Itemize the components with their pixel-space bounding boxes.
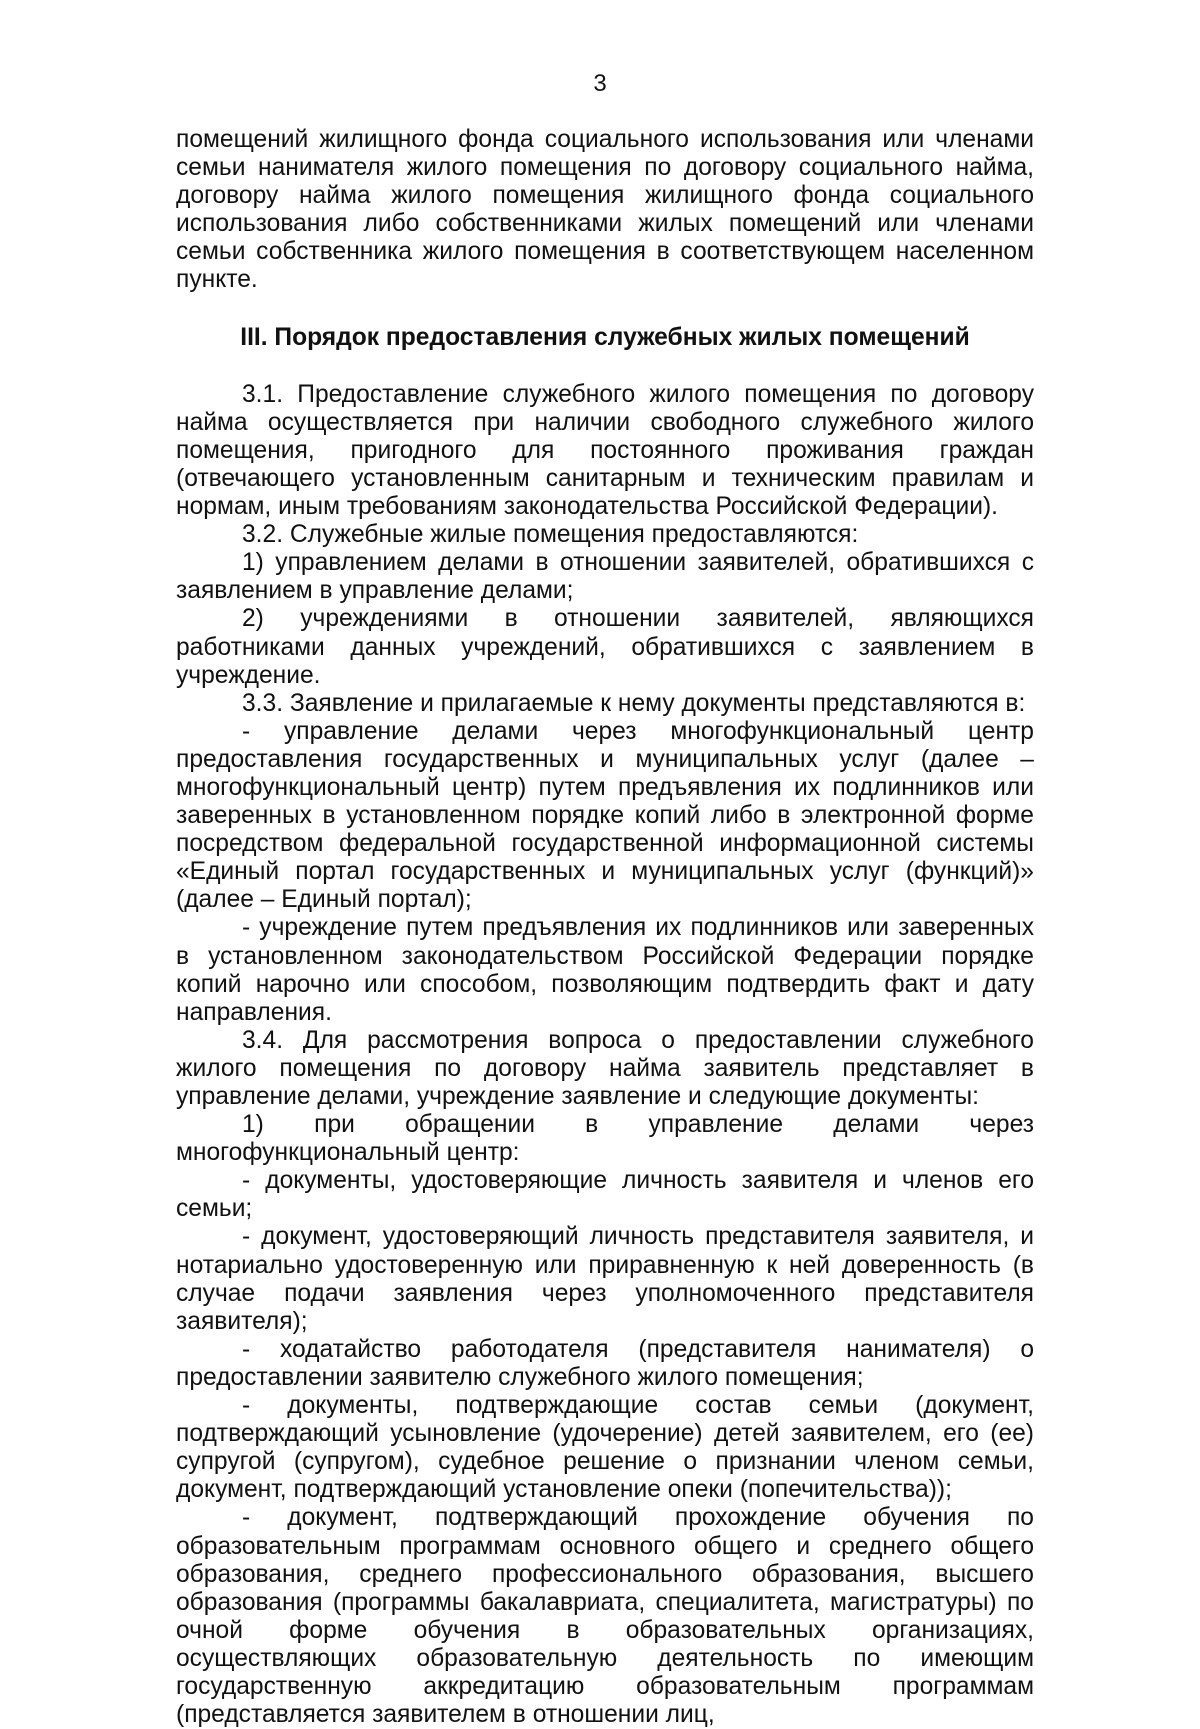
list-item-education-document: - документ, подтверждающий прохождение обучения по образовательным программам основного общего и среднего общего образования, среднего профессионального образования, высшего образования (программы бакалавриата, специалитета, магистратуры) по очной форме обучения в образовательных организациях, осуществляющих образовательную деятельность по имеющим государственную аккредитацию образовательным программам (представляется заявителем в отношении лиц, (176, 1504, 1034, 1729)
paragraph-3-2: 3.2. Служебные жилые помещения предоставляются: (242, 521, 859, 549)
document-body (176, 126, 1034, 1729)
list-item-representative-document: - документ, удостоверяющий личность представителя заявителя, и нотариально удостоверенную или приравненную к ней доверенность (в случае подачи заявления через уполномоченного представителя заявителя); (176, 1223, 1034, 1335)
list-item-3-2-2: 2) учреждениями в отношении заявителей, являющихся работниками данных учреждений, обратившихся с заявлением в учреждение. (176, 605, 1034, 689)
page-number: 3 (593, 70, 607, 97)
list-item-3-4-1: 1) при обращении в управление делами через многофункциональный центр: (176, 1111, 1034, 1167)
paragraph-3-1: 3.1. Предоставление служебного жилого помещения по договору найма осуществляется при наличии свободного служебного жилого помещения, пригодного для постоянного проживания граждан (отвечающего установленным санитарным и техническим правилам и нормам, иным требованиям законодательства Российской Федерации). (176, 380, 1034, 521)
list-item-3-3-management: - управление делами через многофункциональный центр предоставления государственных и муниципальных услуг (далее – многофункциональный центр) путем предъявления их подлинников или заверенных в установленном порядке копий либо в электронной форме посредством федеральной государственной информационной системы «Единый портал государственных и муниципальных услуг (функций)» (далее – Единый портал); (176, 717, 1034, 914)
list-item-3-3-institution: - учреждение путем предъявления их подлинников или заверенных в установленном законодательством Российской Федерации порядке копий нарочно или способом, позволяющим подтвердить факт и дату направления. (176, 914, 1034, 1026)
paragraph-3-4: 3.4. Для рассмотрения вопроса о предоставлении служебного жилого помещения по договору найма заявитель представляет в управление делами, учреждение заявление и следующие документы: (176, 1026, 1034, 1110)
list-item-identity-documents: - документы, удостоверяющие личность заявителя и членов его семьи; (176, 1167, 1034, 1223)
section-heading: III. Порядок предоставления служебных жилых помещений (240, 323, 970, 351)
paragraph-3-3: 3.3. Заявление и прилагаемые к нему документы представляются в: (242, 689, 1026, 717)
list-item-employer-petition: - ходатайство работодателя (представителя нанимателя) о предоставлении заявителю служебного жилого помещения; (176, 1335, 1034, 1391)
list-item-family-documents: - документы, подтверждающие состав семьи (документ, подтверждающий усыновление (удочерение) детей заявителем, его (ее) супругой (супругом), судебное решение о признании членом семьи, документ, подтверждающий установление опеки (попечительства)); (176, 1392, 1034, 1504)
top-paragraph: помещений жилищного фонда социального использования или членами семьи нанимателя жилого помещения по договору социального найма, договору найма жилого помещения жилищного фонда социального использования либо собственниками жилых помещений или членами семьи собственника жилого помещения в соответствующем населенном пункте. (176, 126, 1034, 294)
list-item-3-2-1: 1) управлением делами в отношении заявителей, обратившихся с заявлением в управление делами; (176, 549, 1034, 605)
